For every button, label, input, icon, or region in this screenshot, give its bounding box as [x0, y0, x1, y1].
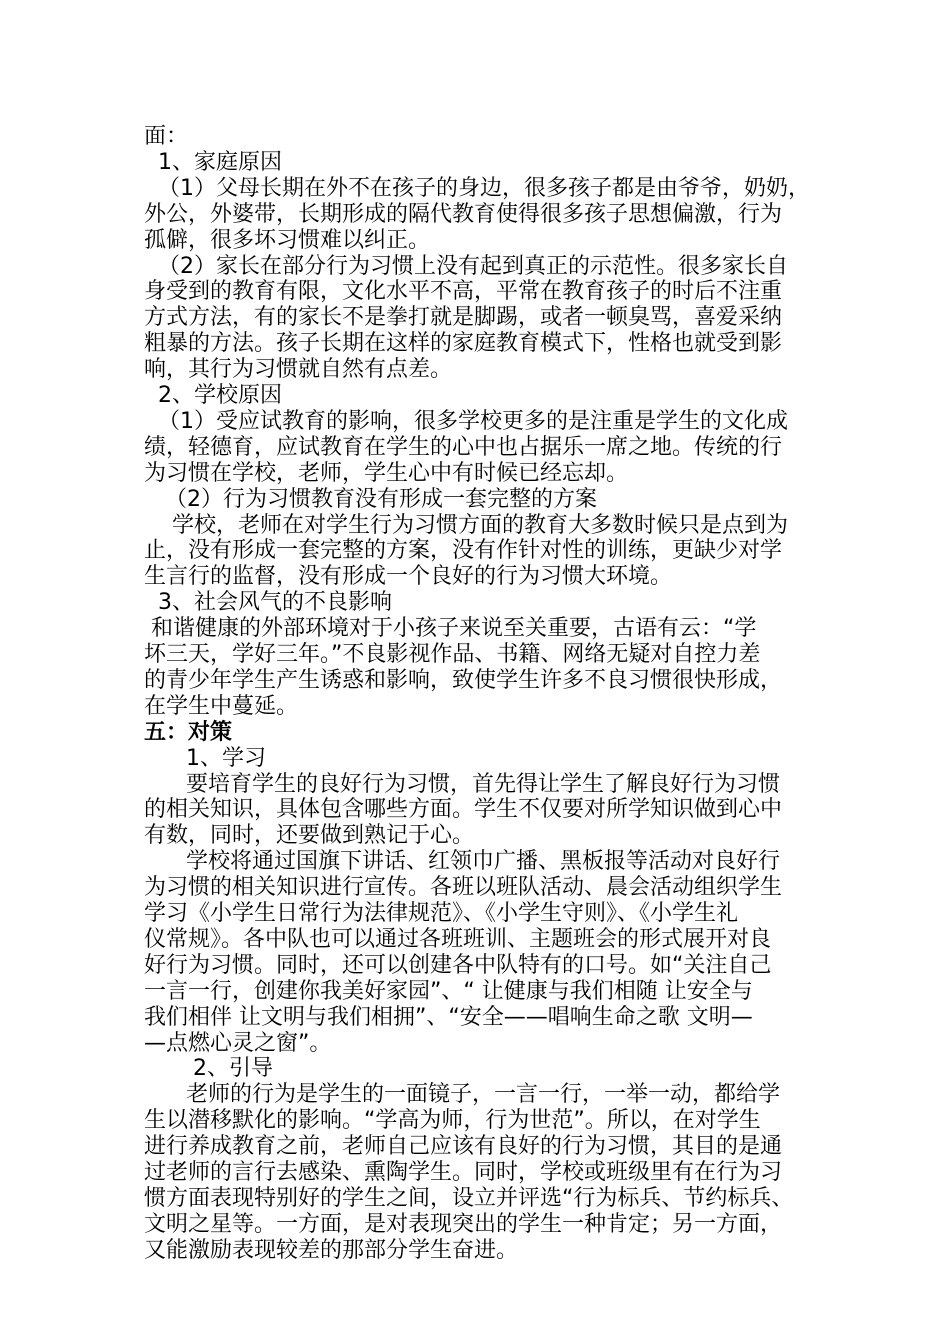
text-line: 在学生中蔓延。 [144, 693, 299, 719]
text-line: 学习《小学生日常行为法律规范》、《小学生守则》、《小学生礼 [144, 901, 739, 926]
text-line: 进行养成教育之前，老师自己应该有良好的行为习惯，其目的是通 [144, 1134, 783, 1160]
text-line: （1）父母长期在外不在孩子的身边，很多孩子都是由爷爷，奶奶， [144, 175, 810, 201]
text-line: 老师的行为是学生的一面镜子，一言一行，一举一动，都给学 [144, 1082, 780, 1108]
text-line: 面： [144, 124, 189, 149]
text-line: 止，没有形成一套完整的方案，没有作针对性的训练，更缺少对学 [144, 538, 783, 564]
text-line: 学校将通过国旗下讲话、红领巾广播、黑板报等活动对良好行 [144, 849, 780, 875]
text-line: 和谐健康的外部环境对于小孩子来说至关重要，古语有云：“学 [144, 616, 757, 642]
text-line: 的青少年学生产生诱惑和影响，致使学生许多不良习惯很快形成， [144, 667, 783, 693]
text-line: 好行为习惯。同时，还可以创建各中队特有的口号。如“关注自己 [144, 952, 772, 978]
text-line: 惯方面表现特别好的学生之间，设立并评选“行为标兵、节约标兵、 [144, 1185, 794, 1211]
text-line: 为习惯的相关知识进行宣传。各班以班队活动、晨会活动组织学生 [144, 875, 783, 901]
text-line: 外公，外婆带，长期形成的隔代教育使得很多孩子思想偏激，行为 [144, 201, 783, 227]
text-line: （1）受应试教育的影响，很多学校更多的是注重是学生的文化成 [144, 408, 788, 434]
text-line: 方式方法，有的家长不是拳打就是脚踢，或者一顿臭骂，喜爱采纳 [144, 305, 783, 331]
text-line: 学校，老师在对学生行为习惯方面的教育大多数时候只是点到为 [144, 512, 788, 538]
text-line: 文明之星等。一方面，是对表现突出的学生一种肯定；另一方面， [144, 1211, 783, 1237]
text-line: 生以潜移默化的影响。“学高为师，行为世范”。所以，在对学生 [144, 1108, 761, 1134]
text-line: 2、学校原因 [144, 383, 282, 408]
text-line: 2、引导 [144, 1056, 273, 1082]
text-line: 又能激励表现较差的那部分学生奋进。 [144, 1237, 519, 1263]
text-line: 坏三天，学好三年。”不良影视作品、书籍、网络无疑对自控力差 [144, 642, 761, 667]
text-line: 身受到的教育有限，文化水平不高，平常在教育孩子的时后不注重 [144, 279, 783, 305]
text-line: 的相关知识，具体包含哪些方面。学生不仅要对所学知识做到心中 [144, 797, 783, 823]
text-line: —点燃心灵之窗”。 [144, 1030, 332, 1056]
text-line: 3、社会风气的不良影响 [144, 590, 392, 616]
section-heading: 五：对策 [144, 719, 233, 745]
text-line: 1、学习 [144, 745, 266, 771]
text-line: 一言一行，创建你我美好家园”、“ 让健康与我们相随 让安全与 [144, 978, 753, 1004]
text-line: 为习惯在学校，老师，学生心中有时候已经忘却。 [144, 460, 629, 486]
text-line: 要培育学生的良好行为习惯，首先得让学生了解良好行为习惯 [144, 771, 780, 797]
text-line: 生言行的监督，没有形成一个良好的行为习惯大环境。 [144, 564, 673, 590]
text-line: 粗暴的方法。孩子长期在这样的家庭教育模式下，性格也就受到影 [144, 331, 783, 357]
text-line: 仪常规》。各中队也可以通过各班班训、主题班会的形式展开对良 [144, 926, 772, 952]
text-line: 绩，轻德育，应试教育在学生的心中也占据乐一席之地。传统的行 [144, 434, 783, 460]
text-line: 我们相伴 让文明与我们相拥”、“安全——唱响生命之歌 文明— [144, 1004, 753, 1030]
text-line: 孤僻，很多坏习惯难以纠正。 [144, 227, 431, 253]
text-line: 1、家庭原因 [144, 149, 282, 175]
text-line: 过老师的言行去感染、熏陶学生。同时，学校或班级里有在行为习 [144, 1160, 783, 1185]
text-line: 响，其行为习惯就自然有点差。 [144, 357, 453, 383]
text-line: 有数，同时，还要做到熟记于心。 [144, 823, 475, 849]
text-line: （2）家长在部分行为习惯上没有起到真正的示范性。很多家长自 [144, 253, 788, 279]
text-line: （2）行为习惯教育没有形成一套完整的方案 [144, 486, 597, 512]
